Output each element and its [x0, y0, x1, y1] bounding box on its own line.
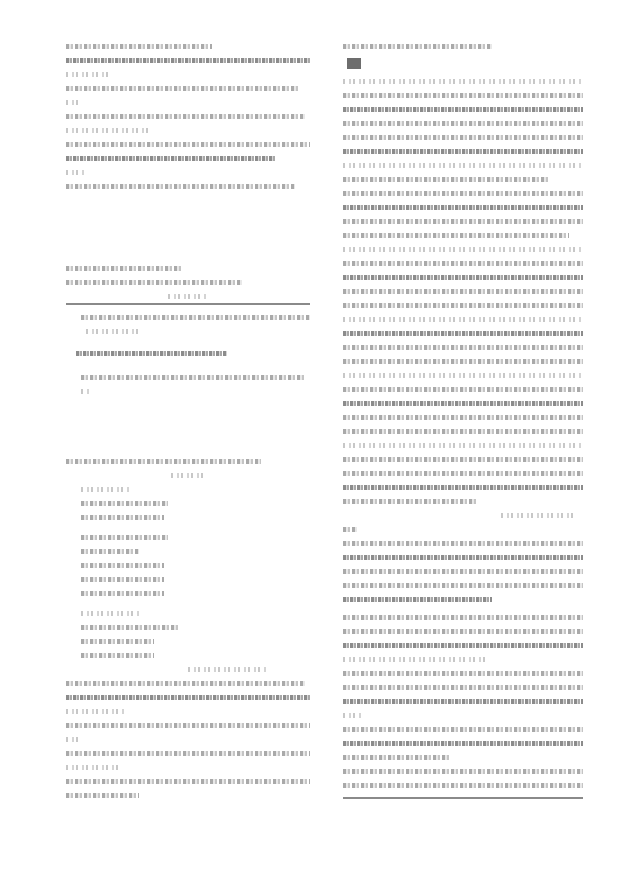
text-line	[343, 699, 583, 704]
table-header	[168, 294, 207, 299]
text-line	[343, 685, 583, 690]
list-item	[81, 549, 140, 554]
text-line	[66, 184, 295, 189]
text-line	[343, 387, 583, 392]
text-line	[343, 727, 583, 732]
text-line	[343, 219, 583, 224]
text-line	[343, 783, 583, 788]
text-line	[66, 100, 81, 105]
text-line	[343, 135, 583, 140]
bottom-rule	[343, 797, 583, 799]
list-item	[81, 501, 169, 506]
list-item	[81, 563, 164, 568]
text-line	[66, 170, 86, 175]
text-line	[343, 233, 569, 238]
text-line	[343, 401, 583, 406]
text-line	[343, 373, 583, 378]
text-line	[343, 149, 583, 154]
text-line	[66, 765, 120, 770]
text-line	[343, 359, 583, 364]
section-heading	[343, 44, 492, 49]
text-line	[343, 713, 362, 718]
text-line	[66, 793, 139, 798]
text-line	[66, 751, 310, 756]
text-line	[343, 615, 583, 620]
left-column	[66, 44, 310, 807]
text-line	[66, 681, 305, 686]
text-line	[343, 643, 583, 648]
text-line	[343, 345, 583, 350]
text-line	[66, 58, 310, 63]
text-line	[343, 303, 583, 308]
text-line	[343, 443, 583, 448]
text-line	[66, 44, 212, 49]
text-line	[66, 72, 110, 77]
table-row	[86, 329, 140, 334]
text-line	[343, 93, 583, 98]
text-line	[343, 583, 583, 588]
text-line	[343, 331, 583, 336]
text-line	[66, 737, 81, 742]
text-line	[343, 107, 583, 112]
text-line	[343, 429, 583, 434]
list-item	[81, 515, 164, 520]
list-item	[81, 653, 154, 658]
text-line	[343, 275, 583, 280]
text-line	[343, 261, 583, 266]
text-line	[343, 415, 583, 420]
table-row	[81, 389, 91, 394]
section-heading	[188, 667, 266, 672]
text-line	[343, 177, 549, 182]
table-row	[81, 375, 305, 380]
text-line	[343, 317, 583, 322]
list-item	[81, 577, 164, 582]
text-line	[66, 156, 276, 161]
table-caption	[66, 459, 261, 464]
list-item	[81, 591, 164, 596]
text-line	[66, 142, 310, 147]
section-heading	[343, 527, 357, 532]
list-item	[81, 611, 140, 616]
text-line	[343, 597, 492, 602]
text-line	[343, 671, 583, 676]
list-item	[81, 639, 154, 644]
table-caption	[66, 266, 183, 271]
text-line	[343, 485, 583, 490]
text-line	[343, 769, 583, 774]
text-line	[343, 755, 449, 760]
table-header	[171, 473, 205, 478]
text-line	[343, 191, 583, 196]
table-row	[76, 351, 227, 356]
text-line	[343, 499, 477, 504]
text-line	[343, 205, 583, 210]
text-line	[66, 128, 149, 133]
text-line	[343, 79, 583, 84]
list-item	[81, 625, 179, 630]
list-item	[81, 487, 130, 492]
text-line	[343, 163, 583, 168]
text-line	[343, 247, 583, 252]
right-column	[343, 44, 583, 809]
text-line	[343, 289, 583, 294]
text-line	[66, 723, 310, 728]
signature-line	[501, 513, 573, 518]
section-marker	[347, 58, 361, 69]
text-line	[343, 629, 583, 634]
text-line	[66, 779, 310, 784]
text-line	[343, 457, 583, 462]
text-line	[343, 569, 583, 574]
list-item	[81, 535, 169, 540]
text-line	[343, 541, 583, 546]
table-rule	[66, 303, 310, 305]
text-line	[343, 657, 487, 662]
table-caption	[66, 280, 242, 285]
text-line	[66, 709, 125, 714]
text-line	[66, 86, 300, 91]
text-line	[343, 471, 583, 476]
text-line	[343, 555, 583, 560]
text-line	[66, 114, 305, 119]
table-row	[81, 315, 310, 320]
text-line	[343, 121, 583, 126]
text-line	[66, 695, 310, 700]
text-line	[343, 741, 583, 746]
